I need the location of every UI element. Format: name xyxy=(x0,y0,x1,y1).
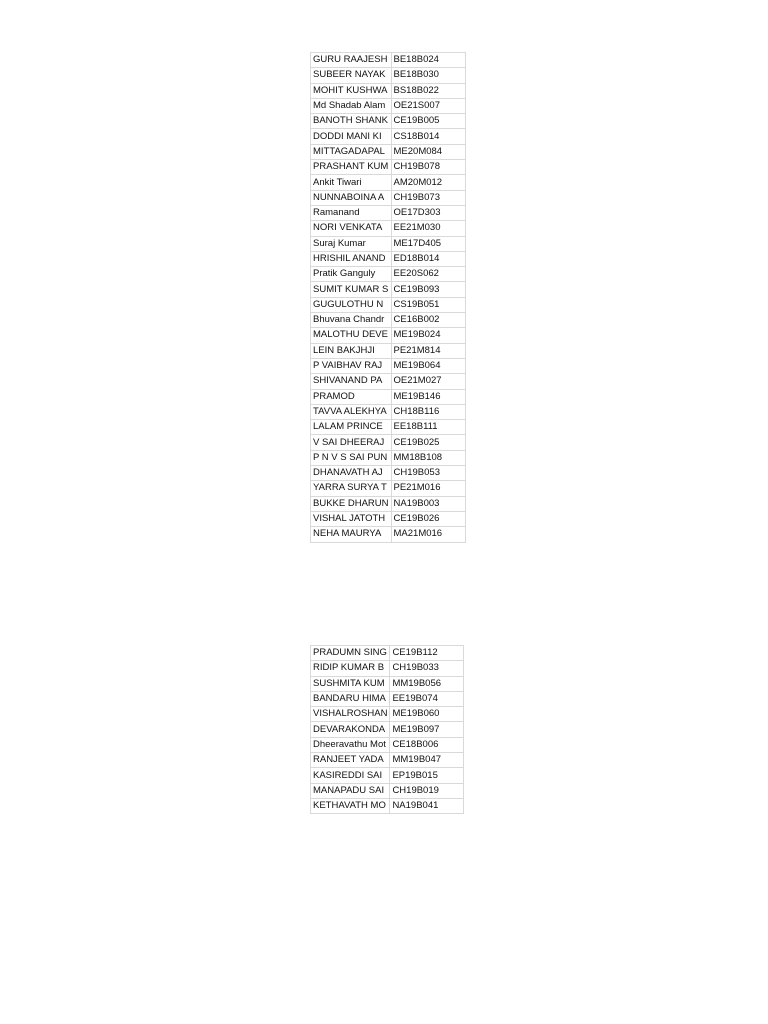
table-row xyxy=(311,466,466,481)
student-name-cell: Md Shadab Alam xyxy=(311,98,392,113)
table-row xyxy=(311,358,466,373)
roll-number-cell: CE19B025 xyxy=(391,435,465,450)
roll-number-cell: NA19B041 xyxy=(390,798,464,813)
table-row xyxy=(311,691,464,706)
student-name-cell: RIDIP KUMAR B xyxy=(311,661,390,676)
roll-number-cell: EE21M030 xyxy=(391,221,465,236)
student-name-cell: Bhuvana Chandr xyxy=(311,313,392,328)
roll-number-cell: MM18B108 xyxy=(391,450,465,465)
student-name-cell: V SAI DHEERAJ xyxy=(311,435,392,450)
table-row xyxy=(311,450,466,465)
roll-number-cell: CH18B116 xyxy=(391,404,465,419)
student-name-cell: BANDARU HIMA xyxy=(311,691,390,706)
roll-number-cell: ME19B024 xyxy=(391,328,465,343)
table-row xyxy=(311,190,466,205)
table-row xyxy=(311,251,466,266)
student-name-cell: PRAMOD xyxy=(311,389,392,404)
student-name-cell: Ramanand xyxy=(311,205,392,220)
student-name-cell: YARRA SURYA T xyxy=(311,481,392,496)
roll-number-cell: OE17D303 xyxy=(391,205,465,220)
student-name-cell: MALOTHU DEVE xyxy=(311,328,392,343)
student-name-cell: NUNNABOINA A xyxy=(311,190,392,205)
roll-number-cell: EE19B074 xyxy=(390,691,464,706)
table-row xyxy=(311,768,464,783)
table-row xyxy=(311,114,466,129)
roll-number-cell: ME17D405 xyxy=(391,236,465,251)
table-row xyxy=(311,205,466,220)
roll-number-cell: CS19B051 xyxy=(391,297,465,312)
roll-number-cell: BE18B024 xyxy=(391,53,465,68)
student-name-cell: KASIREDDI SAI xyxy=(311,768,390,783)
student-name-cell: DODDI MANI KI xyxy=(311,129,392,144)
roll-number-cell: PE21M016 xyxy=(391,481,465,496)
student-name-cell: P VAIBHAV RAJ xyxy=(311,358,392,373)
student-name-cell: MOHIT KUSHWA xyxy=(311,83,392,98)
roll-number-cell: AM20M012 xyxy=(391,175,465,190)
roll-number-cell: BS18B022 xyxy=(391,83,465,98)
roll-number-cell: CE19B112 xyxy=(390,646,464,661)
roll-number-cell: CH19B073 xyxy=(391,190,465,205)
student-name-cell: PRASHANT KUM xyxy=(311,160,392,175)
student-name-cell: Suraj Kumar xyxy=(311,236,392,251)
table-row xyxy=(311,676,464,691)
table-row xyxy=(311,343,466,358)
student-name-cell: VISHAL JATOTH xyxy=(311,511,392,526)
roll-number-cell: CE16B002 xyxy=(391,313,465,328)
table-row xyxy=(311,389,466,404)
roll-number-cell: OE21S007 xyxy=(391,98,465,113)
table-row xyxy=(311,374,466,389)
table-row xyxy=(311,328,466,343)
student-name-cell: Dheeravathu Mot xyxy=(311,737,390,752)
student-table-1 xyxy=(310,52,466,543)
student-name-cell: LEIN BAKJHJI xyxy=(311,343,392,358)
table-row xyxy=(311,404,466,419)
student-name-cell: MANAPADU SAI xyxy=(311,783,390,798)
roll-number-cell: ME19B097 xyxy=(390,722,464,737)
student-name-cell: GURU RAAJESH xyxy=(311,53,392,68)
table-row xyxy=(311,737,464,752)
student-name-cell: RANJEET YADA xyxy=(311,753,390,768)
table-row xyxy=(311,313,466,328)
student-name-cell: NEHA MAURYA xyxy=(311,527,392,542)
student-name-cell: SHIVANAND PA xyxy=(311,374,392,389)
roll-number-cell: EE20S062 xyxy=(391,267,465,282)
roll-number-cell: OE21M027 xyxy=(391,374,465,389)
roll-number-cell: MM19B056 xyxy=(390,676,464,691)
student-name-cell: VISHALROSHAN xyxy=(311,707,390,722)
student-name-cell: Pratik Ganguly xyxy=(311,267,392,282)
table-row xyxy=(311,236,466,251)
table-row xyxy=(311,144,466,159)
student-name-cell: SUSHMITA KUM xyxy=(311,676,390,691)
roll-number-cell: CH19B053 xyxy=(391,466,465,481)
roll-number-cell: CE19B026 xyxy=(391,511,465,526)
table-row xyxy=(311,420,466,435)
student-name-cell: DEVARAKONDA xyxy=(311,722,390,737)
table-row xyxy=(311,282,466,297)
student-table-2 xyxy=(310,645,464,814)
student-name-cell: Ankit Tiwari xyxy=(311,175,392,190)
table-row xyxy=(311,221,466,236)
table-row xyxy=(311,722,464,737)
table-row xyxy=(311,661,464,676)
student-name-cell: DHANAVATH AJ xyxy=(311,466,392,481)
roll-number-cell: CE19B093 xyxy=(391,282,465,297)
roll-number-cell: PE21M814 xyxy=(391,343,465,358)
table-row xyxy=(311,53,466,68)
roll-number-cell: ME19B064 xyxy=(391,358,465,373)
student-name-cell: SUBEER NAYAK xyxy=(311,68,392,83)
roll-number-cell: CS18B014 xyxy=(391,129,465,144)
table-row xyxy=(311,496,466,511)
roll-number-cell: ME20M084 xyxy=(391,144,465,159)
table-row xyxy=(311,160,466,175)
table-row xyxy=(311,297,466,312)
student-name-cell: HRISHIL ANAND xyxy=(311,251,392,266)
roll-number-cell: ME19B146 xyxy=(391,389,465,404)
student-name-cell: SUMIT KUMAR S xyxy=(311,282,392,297)
roll-number-cell: CH19B019 xyxy=(390,783,464,798)
roll-number-cell: CH19B033 xyxy=(390,661,464,676)
roll-number-cell: MM19B047 xyxy=(390,753,464,768)
student-name-cell: P N V S SAI PUN xyxy=(311,450,392,465)
roll-number-cell: BE18B030 xyxy=(391,68,465,83)
student-name-cell: TAVVA ALEKHYA xyxy=(311,404,392,419)
student-name-cell: BANOTH SHANK xyxy=(311,114,392,129)
table-row xyxy=(311,527,466,542)
table-row xyxy=(311,98,466,113)
roll-number-cell: EE18B111 xyxy=(391,420,465,435)
student-name-cell: LALAM PRINCE xyxy=(311,420,392,435)
table-row xyxy=(311,435,466,450)
student-name-cell: NORI VENKATA xyxy=(311,221,392,236)
student-name-cell: PRADUMN SING xyxy=(311,646,390,661)
roll-number-cell: MA21M016 xyxy=(391,527,465,542)
student-name-cell: GUGULOTHU N xyxy=(311,297,392,312)
table-row xyxy=(311,753,464,768)
table-row xyxy=(311,83,466,98)
table-row xyxy=(311,707,464,722)
roll-number-cell: CE19B005 xyxy=(391,114,465,129)
student-table-2-body xyxy=(311,646,464,814)
table-row xyxy=(311,175,466,190)
student-table-1-body xyxy=(311,53,466,543)
table-row xyxy=(311,511,466,526)
roll-number-cell: CH19B078 xyxy=(391,160,465,175)
roll-number-cell: ED18B014 xyxy=(391,251,465,266)
table-row xyxy=(311,646,464,661)
student-name-cell: MITTAGADAPAL xyxy=(311,144,392,159)
table-row xyxy=(311,68,466,83)
roll-number-cell: NA19B003 xyxy=(391,496,465,511)
student-name-cell: KETHAVATH MO xyxy=(311,798,390,813)
table-row xyxy=(311,481,466,496)
roll-number-cell: EP19B015 xyxy=(390,768,464,783)
table-row xyxy=(311,798,464,813)
roll-number-cell: ME19B060 xyxy=(390,707,464,722)
table-row xyxy=(311,783,464,798)
roll-number-cell: CE18B006 xyxy=(390,737,464,752)
table-row xyxy=(311,267,466,282)
student-name-cell: BUKKE DHARUN xyxy=(311,496,392,511)
table-row xyxy=(311,129,466,144)
